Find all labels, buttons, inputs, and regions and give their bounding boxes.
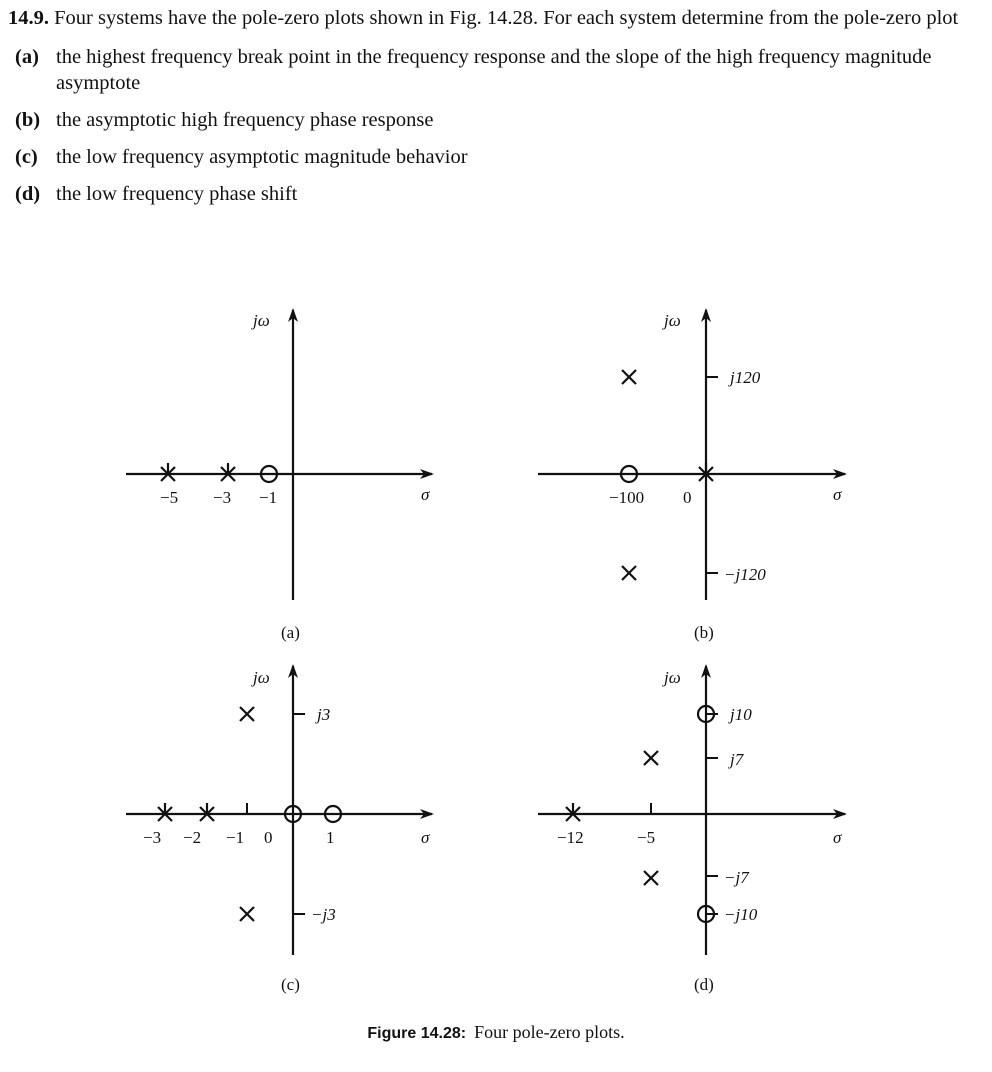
tick-label: j10 [730,705,752,724]
tick-label: −j7 [724,868,749,887]
figure-caption [0,1022,992,1043]
tick-label: j3 [317,705,331,724]
subplot-label: (b) [694,623,714,642]
pole-marker [200,803,214,821]
part-label: (a) [15,46,39,68]
plot-c [126,666,432,994]
part-text: the low frequency phase shift [56,183,298,205]
caption-text: Four pole-zero plots. [474,1022,625,1042]
plot-a [126,310,432,642]
tick-label: −1 [226,828,245,847]
subplot-label: (d) [694,975,714,994]
part-text: the low frequency asymptotic magnitude behavior [56,146,468,168]
tick-label: −5 [160,488,179,507]
subplot-label: (a) [281,623,300,642]
pole-marker [622,370,636,384]
caption-label: Figure 14.28: [367,1025,467,1042]
pole-marker [644,871,658,885]
imag-axis-label: jω [664,668,681,687]
subplot-label: (c) [281,975,300,994]
part-label: (b) [15,109,41,131]
tick-label: −2 [183,828,202,847]
imag-axis-label: jω [253,668,270,687]
tick-label: −3 [143,828,162,847]
pole-marker [240,707,254,721]
pole-marker [221,463,235,481]
tick-label: −j120 [724,565,766,584]
part-label: (d) [15,183,41,205]
tick-label: j7 [730,750,744,769]
pole-marker [622,566,636,580]
imag-axis-label: jω [664,311,681,330]
problem-number: 14.9. [8,7,49,29]
tick-label: −100 [609,488,645,507]
tick-label: −3 [213,488,232,507]
real-axis-label: σ [421,485,430,504]
tick-label: −1 [259,488,278,507]
imag-axis-label: jω [253,311,270,330]
pole-marker [566,803,580,821]
part-text: the highest frequency break point in the frequency response and the slope of the high frequency magnitude asymptote [56,46,932,94]
real-axis-label: σ [421,828,430,847]
tick-label: −j3 [311,905,336,924]
tick-label: 1 [326,828,335,847]
real-axis-label: σ [833,485,842,504]
tick-label: j120 [730,368,761,387]
problem-text: Four systems have the pole-zero plots shown in Fig. 14.28. For each system determine from the pole-zero plot [54,7,959,29]
plot-b [538,310,845,642]
pole-marker [161,463,175,481]
pole-marker [158,803,172,821]
plot-d [538,666,845,994]
real-axis-label: σ [833,828,842,847]
part-text: the asymptotic high frequency phase response [56,109,434,131]
tick-label: −j10 [724,905,758,924]
tick-label: 0 [683,488,692,507]
tick-label: −5 [637,828,656,847]
part-label: (c) [15,146,38,168]
pole-marker [644,751,658,765]
tick-label: 0 [264,828,273,847]
tick-label: −12 [557,828,584,847]
pole-marker [240,907,254,921]
